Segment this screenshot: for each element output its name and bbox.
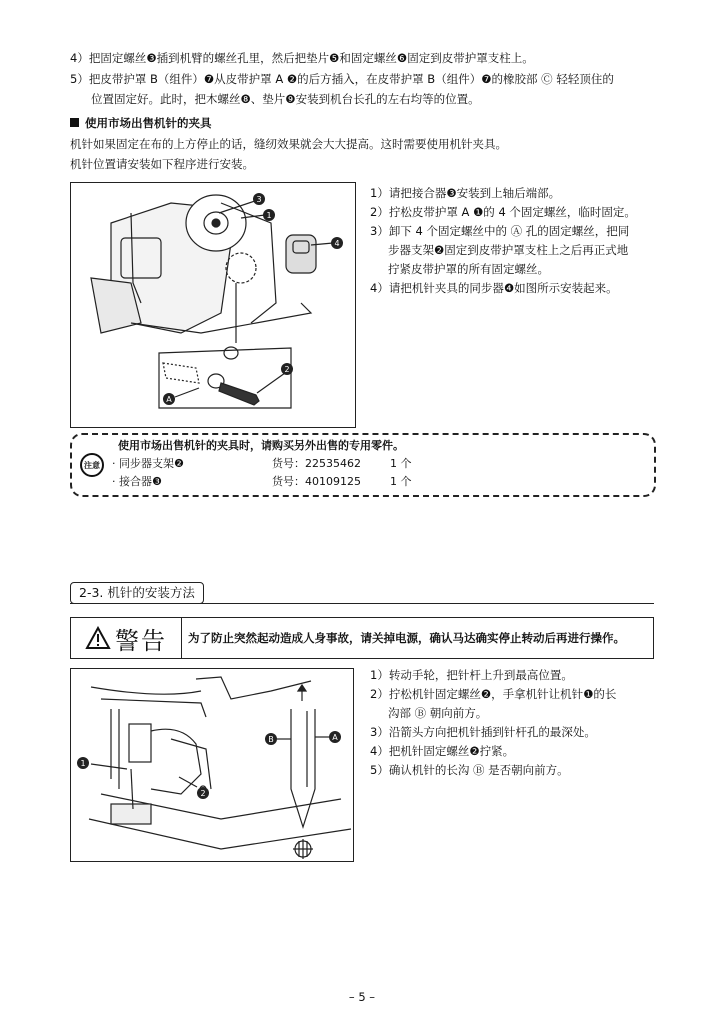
section1-step: 步器支架❷固定到皮带护罩支柱上之后再正式地	[388, 243, 629, 257]
figure-needle-jig	[70, 182, 356, 428]
caution-icon: 注意	[80, 453, 104, 477]
note-row-2-qty: 1 个	[390, 475, 412, 488]
figure2-label-1: 1	[80, 759, 86, 768]
section2-step: 2）拧松机针固定螺丝❷，手拿机针让机针❶的长	[370, 687, 617, 701]
figure2-label-2: 2	[200, 789, 206, 798]
figure1-label-1: 1	[266, 211, 272, 220]
note-title: 使用市场出售机针的夹具时，请购买另外出售的专用零件。	[118, 439, 404, 452]
section2-step: 5）确认机针的长沟 Ⓑ 是否朝向前方。	[370, 763, 569, 777]
figure-needle-install	[70, 668, 354, 862]
warning-triangle-icon	[85, 626, 111, 650]
section1-step: 2）拧松皮带护罩 A ❶的 4 个固定螺丝，临时固定。	[370, 205, 636, 219]
section2-step: 沟部 Ⓑ 朝向前方。	[388, 706, 488, 720]
figure1-label-3: 3	[256, 195, 262, 204]
section2-step: 4）把机针固定螺丝❷拧紧。	[370, 744, 515, 758]
note-row-2-part: 货号：40109125	[272, 475, 361, 488]
figure-needle-jig-drawing	[71, 183, 355, 427]
section1-para-2: 机针位置请安装如下程序进行安装。	[70, 157, 254, 171]
section2-step: 1）转动手轮，把针杆上升到最高位置。	[370, 668, 573, 682]
figure1-label-A: A	[166, 395, 172, 404]
page-number: – 5 –	[348, 990, 376, 1004]
section1-para-1: 机针如果固定在布的上方停止的话，缝纫效果就会大大提高。这时需要使用机针夹具。	[70, 137, 507, 151]
note-row-1-qty: 1 个	[390, 457, 412, 470]
square-bullet-icon	[70, 118, 79, 127]
figure1-label-4: 4	[334, 239, 340, 248]
figure1-label-2: 2	[284, 365, 290, 374]
section1-step: 1）请把接合器❸安装到上轴后端部。	[370, 186, 561, 200]
figure2-label-B: B	[268, 735, 274, 744]
intro-line-1: 4）把固定螺丝❸插到机臂的螺丝孔里，然后把垫片❺和固定螺丝❻固定到皮带护罩支柱上。	[70, 51, 534, 65]
section1-step: 拧紧皮带护罩的所有固定螺丝。	[388, 262, 549, 276]
section1-heading: 使用市场出售机针的夹具	[70, 114, 212, 132]
note-row-1-part: 货号：22535462	[272, 457, 361, 470]
intro-line-3: 位置固定好。此时，把木螺丝❽、垫片❾安装到机台长孔的左右均等的位置。	[91, 92, 480, 106]
warning-word: 警告	[115, 626, 167, 655]
intro-line-2: 5）把皮带护罩 B（组件）❼从皮带护罩 A ❷的后方插入，在皮带护罩 B（组件）❼的橡胶部 Ⓒ 轻轻顶住的	[70, 72, 614, 86]
figure2-label-A: A	[332, 733, 338, 742]
warning-text: 为了防止突然起动造成人身事故，请关掉电源，确认马达确实停止转动后再进行操作。	[188, 631, 625, 645]
section1-steps	[370, 184, 636, 298]
note-box	[70, 433, 656, 497]
note-row-2-name: · 接合器❸	[112, 475, 162, 488]
warning-box	[70, 617, 654, 659]
section2-step: 3）沿箭头方向把机针插到针杆孔的最深处。	[370, 725, 596, 739]
section1-step: 3）卸下 4 个固定螺丝中的 Ⓐ 孔的固定螺丝，把同	[370, 224, 630, 238]
section1-step: 4）请把机针夹具的同步器❹如图所示安装起来。	[370, 281, 618, 295]
note-row-1-name: · 同步器支架❷	[112, 457, 184, 470]
section2-title: 2-3. 机针的安装方法	[70, 582, 204, 604]
warning-label	[71, 618, 182, 658]
figure-needle-install-drawing	[71, 669, 353, 861]
section2-steps	[370, 666, 616, 780]
